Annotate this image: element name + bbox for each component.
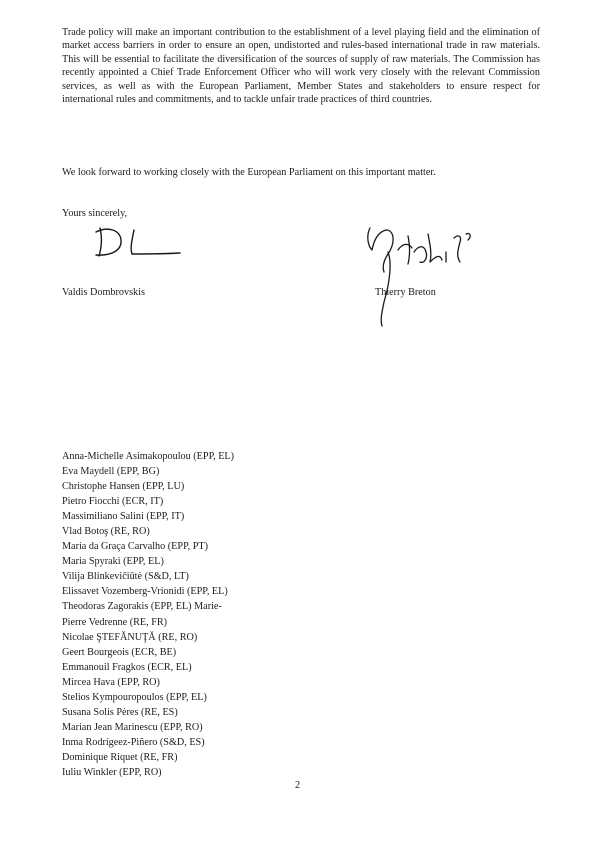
recipient-item: Anna-Michelle Asimakopoulou (EPP, EL) xyxy=(62,451,235,462)
recipient-item: Stelios Kympouropoulos (EPP, EL) xyxy=(62,691,207,703)
recipient-item: Iuliu Winkler (EPP, RO) xyxy=(62,766,162,778)
signature-dombrovskis xyxy=(90,224,186,262)
signatory-name: Valdis Dombrovskis xyxy=(62,287,145,298)
signature-breton xyxy=(362,222,482,328)
recipient-item: Mircea Hava (EPP, RO) xyxy=(62,676,160,688)
recipient-item: Emmanouil Fragkos (ECR, EL) xyxy=(62,661,192,673)
recipient-item: Pierre Vedrenne (RE, FR) xyxy=(62,616,168,628)
page-number: 2 xyxy=(294,780,301,791)
recipient-item: Pietro Fiocchi (ECR, IT) xyxy=(62,496,164,508)
recipient-item: Christophe Hansen (EPP, LU) xyxy=(62,481,185,493)
recipient-item: Vlad Botoş (RE, RO) xyxy=(62,526,150,538)
closing-salutation: Yours sincerely, xyxy=(62,208,128,219)
recipient-item: Theodoras Zagorakis (EPP, EL) Marie- xyxy=(62,601,222,613)
signatory-name: Thierry Breton xyxy=(375,287,436,298)
recipient-item: Maria da Graça Carvalho (EPP, PT) xyxy=(62,541,208,553)
recipient-item: Inma Rodrígeez-Piñero (S&D, ES) xyxy=(62,736,205,748)
recipient-item: Geert Bourgeois (ECR, BE) xyxy=(62,646,177,658)
recipient-item: Dominique Riquet (RE, FR) xyxy=(62,751,178,763)
body-paragraph: We look forward to working closely with the European Parliament on this important matter. xyxy=(62,167,436,178)
recipient-item: Elissavet Vozemberg-Vrionidi (EPP, EL) xyxy=(62,586,228,598)
recipient-item: Nicolae ŞTEFĂNUŢĂ (RE, RO) xyxy=(62,631,198,643)
recipient-item: Marian Jean Marinescu (EPP, RO) xyxy=(62,721,203,733)
recipient-list xyxy=(62,449,234,780)
recipient-item: Vilija Blinkevičiūtė (S&D, LT) xyxy=(62,571,189,583)
recipient-item: Eva Maydell (EPP, BG) xyxy=(62,466,160,478)
recipient-item: Susana Solis Pėres (RE, ES) xyxy=(62,706,178,718)
body-paragraph: Trade policy will make an important contribution to the establishment of a level playing field and the elimination of market access barriers in order to ensure an open, undistorted and rules-based international trade in raw materials. This will be essential to facilitate the diversification of the sources of supply of raw materials. The Commission has recently appointed a Chief Trade Enforcement Officer who will work very closely with the relevant Commission services, as well as with the European Parliament, Member States and stakeholders to ensure respect for international rules and commitments, and to tackle unfair trade practices of third countries. xyxy=(62,27,540,106)
recipient-item: Massimiliano Salini (EPP, IT) xyxy=(62,511,185,523)
recipient-item: Maria Spyraki (EPP, EL) xyxy=(62,556,164,568)
